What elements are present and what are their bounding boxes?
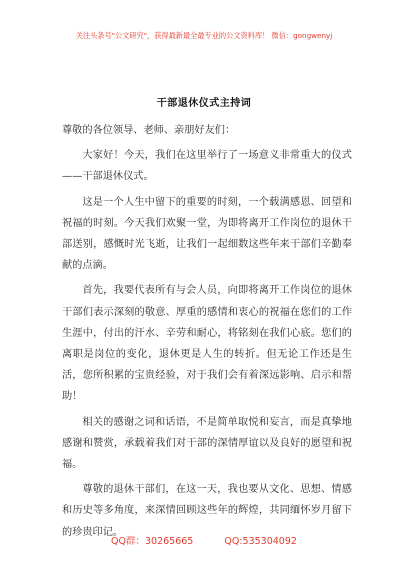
- header-promo-note: 关注头条号"公文研究"，获得最新最全最专业的公文资料库！ 微信：gongwenyj: [75, 31, 333, 40]
- paragraph: 尊敬的退休干部们，在这一天，我也要从文化、思想、情感和历史等多角度，来深情回顾这些年的辉煌，共同缅怀岁月留下的珍贵印记。: [62, 484, 352, 538]
- paragraph: 相关的感谢之词和话语，不是简单取悦和妄言，而是真挚地感谢和赞赏，承载着我们对干部的深情厚谊以及良好的愿望和祝福。: [62, 416, 352, 471]
- document-body: [62, 120, 352, 547]
- paragraph: 首先，我要代表所有与会人员，向即将离开工作岗位的退休干部们表示深刻的敬意、厚重的感情和衷心的祝福在您们的工作生涯中，付出的汗水、辛劳和耐心，将铭刻在我们心底。您们的离职是岗位的变化，退休更是人生的转折。但无论工作还是生活，您所积累的宝贵经验，对于我们会有着深远影响、启示和帮助！: [62, 285, 352, 403]
- footer-qq: QQ:535304092: [224, 536, 297, 547]
- footer-contact: [0, 533, 408, 547]
- greeting-line: 尊敬的各位领导、老师、亲朋好友们：: [62, 125, 236, 136]
- paragraph: 大家好！今天，我们在这里举行了一场意义非常重大的仪式——干部退休仪式。: [62, 150, 352, 183]
- footer-qq-group: QQ群：30265665: [111, 536, 194, 547]
- document-title: 干部退休仪式主持词: [156, 98, 252, 109]
- paragraph: 这是一个人生中留下的重要的时刻，一个载满感恩、回望和祝福的时刻。今天我们欢聚一堂，为即将离开工作岗位的退休干部送别，感慨时光飞逝，让我们一起细数这些年来干部们辛勤奉献的点滴。: [62, 196, 352, 272]
